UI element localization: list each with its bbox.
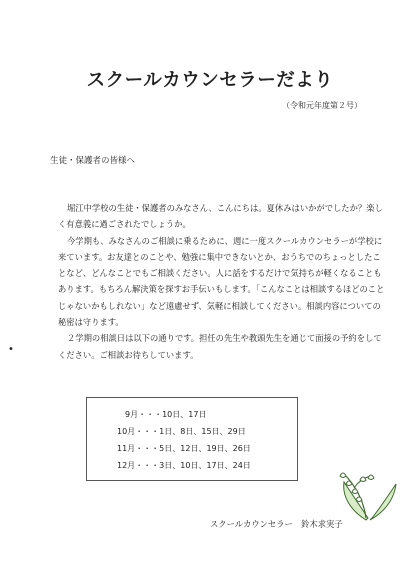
- schedule-row-october: 10月・・・1日、8日、15日、29日: [117, 427, 246, 436]
- lily-of-the-valley-icon: [330, 466, 402, 522]
- schedule-row-november: 11月・・・5日、12日、19日、26日: [117, 444, 251, 453]
- paragraph-schedule-intro: ２学期の相談日は以下の通りです。担任の先生や教頭先生を通じて面接の予約をしてください。ご相談お待ちしています。: [58, 333, 382, 360]
- bullet-mark: •: [8, 344, 14, 355]
- paragraph-intro: 堀江中学校の生徒・保護者のみなさん、こんにちは。夏休みはいかがでしたか？楽しく有意義に過ごされたでしょうか。: [58, 203, 383, 230]
- schedule-row-december: 12月・・・3日、10日、17日、24日: [117, 461, 251, 470]
- page-title: スクールカウンセラーだより: [86, 70, 334, 91]
- paragraph-counseling: 今学期も、みなさんのご相談に乗るために、週に一度スクールカウンセラーが学校に来ています。お友達とのことや、勉強に集中できないとか、おうちでのちょっとしたことなど、どんなことでもご相談ください。人に話をするだけで気持ちが軽くなることもあります。もちろん解決策を探すお手伝いもします。「こんなことは相談するほどのことじゃないかもしれない」など遠慮せず、気軽に相談してください。相談内容についての秘密は守ります。: [58, 235, 385, 328]
- issue-number: （令和元年度第２号）: [282, 101, 362, 110]
- schedule-row-september: 9月・・・10日、17日: [125, 410, 207, 419]
- body-text: [58, 200, 388, 363]
- signature: スクールカウンセラー 鈴木求実子: [210, 519, 343, 529]
- schedule-box: [86, 397, 298, 481]
- greeting: 生徒・保護者の皆様へ: [50, 156, 136, 166]
